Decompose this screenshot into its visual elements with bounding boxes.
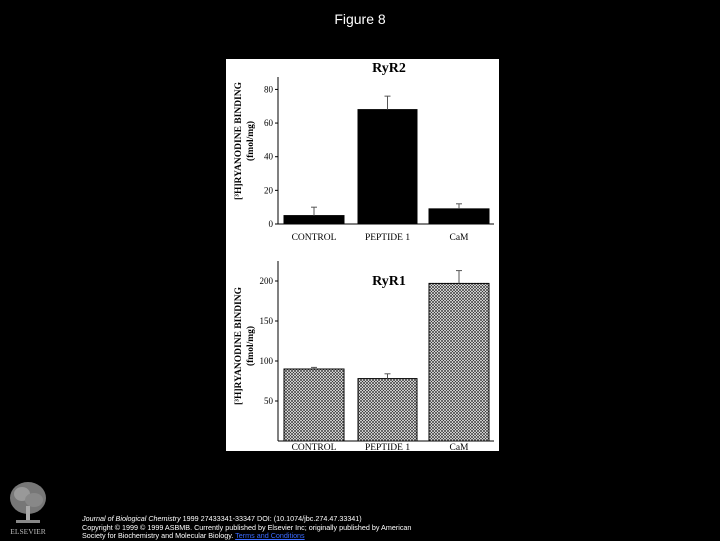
y-tick-label: 20 (264, 185, 273, 196)
bar (358, 110, 417, 224)
journal-name: Journal of Biological Chemistry (82, 514, 181, 523)
citation (82, 515, 712, 541)
y-tick-label: 150 (259, 316, 273, 326)
citation-details: 1999 27433341-33347 DOI: (10.1074/jbc.274.47.33341) (180, 514, 362, 523)
y-tick-label: 100 (259, 356, 273, 366)
elsevier-logo (6, 478, 50, 538)
y-axis-label-unit: (fmol/mg) (246, 120, 256, 162)
slide-title: Figure 8 (334, 11, 386, 27)
citation-society: Society for Biochemistry and Molecular Biology. (82, 531, 236, 541)
y-tick-label: 80 (264, 84, 273, 95)
bar (358, 379, 417, 441)
y-tick-label: 0 (268, 219, 273, 229)
category-label: CONTROL (291, 443, 337, 451)
chart-title: RyR1 (372, 274, 406, 289)
y-axis-label-line: [³H]RYANODINE BINDING (234, 286, 244, 406)
bar (284, 216, 344, 224)
figure-panel (226, 59, 499, 451)
ryr2-chart (234, 61, 494, 243)
bar (284, 369, 344, 441)
citation-line-2: Copyright © 1999 © 1999 ASBMB. Currently published by Elsevier Inc; originally published by American (82, 522, 412, 532)
category-label: CaM (449, 233, 469, 243)
y-tick-label: 200 (259, 276, 273, 286)
bar (429, 209, 489, 224)
y-axis-label (234, 286, 256, 405)
y-axis-label-unit: (fmol/mg) (246, 325, 256, 367)
y-tick-label: 40 (264, 151, 273, 162)
chart-title: RyR2 (372, 61, 406, 76)
category-label: CaM (449, 443, 469, 451)
ryr1-chart (234, 261, 494, 451)
citation-line-3 (82, 532, 712, 541)
figure-svg (226, 59, 499, 451)
y-tick-label: 60 (264, 118, 273, 129)
y-tick-label: 50 (264, 396, 273, 406)
category-label: PEPTIDE 1 (364, 443, 411, 451)
y-axis-label-line: [³H]RYANODINE BINDING (234, 81, 244, 201)
y-axis-label (234, 81, 256, 200)
category-label: CONTROL (291, 233, 337, 243)
category-label: PEPTIDE 1 (364, 233, 411, 243)
bar (429, 283, 489, 441)
logo-wordmark: ELSEVIER (10, 527, 46, 536)
terms-link[interactable]: Terms and Conditions (235, 531, 305, 541)
